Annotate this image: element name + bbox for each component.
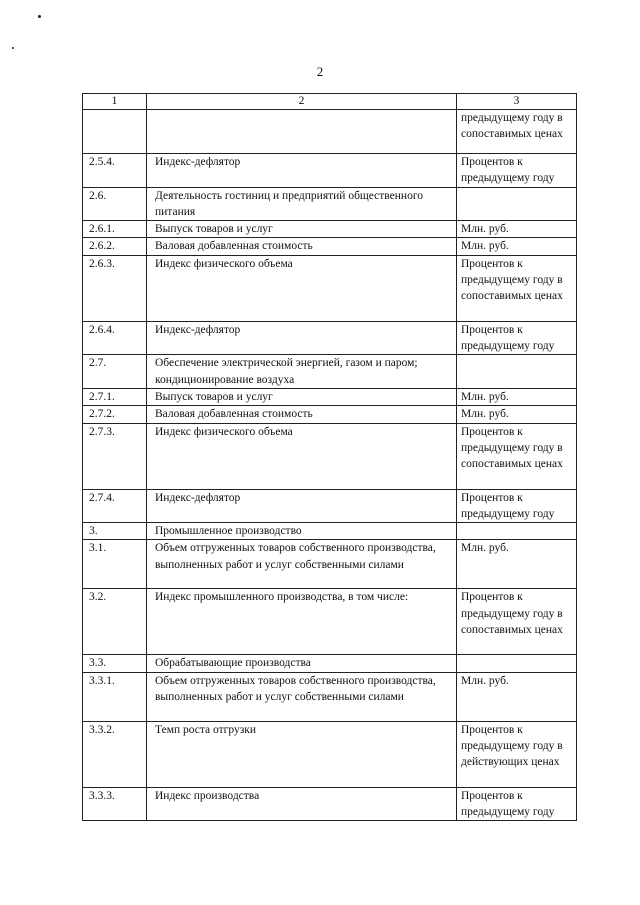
unit-cell: Процентов к предыдущему году — [457, 787, 577, 821]
table-row — [83, 423, 577, 489]
unit-cell: Млн. руб. — [457, 238, 577, 255]
indicator-name-cell: Валовая добавленная стоимость — [147, 238, 457, 255]
table-row — [83, 406, 577, 423]
row-number-cell: 2.6.1. — [83, 221, 147, 238]
table-row — [83, 187, 577, 221]
indicator-name-cell: Деятельность гостиниц и предприятий общественного питания — [147, 187, 457, 221]
row-number-cell: 2.7.2. — [83, 406, 147, 423]
row-number-cell: 2.6.4. — [83, 321, 147, 355]
scan-speck — [38, 15, 41, 18]
header-row — [83, 94, 577, 110]
unit-cell — [457, 523, 577, 540]
indicator-name-cell: Темп роста отгрузки — [147, 721, 457, 787]
table-row — [83, 787, 577, 821]
indicator-name-cell: Обрабатывающие производства — [147, 655, 457, 672]
row-number-cell: 2.7. — [83, 355, 147, 389]
table-row — [83, 655, 577, 672]
indicator-name-cell: Промышленное производство — [147, 523, 457, 540]
indicator-name-cell: Объем отгруженных товаров собственного производства, выполненных работ и услуг собственными силами — [147, 672, 457, 721]
table-row — [83, 255, 577, 321]
table-row — [83, 589, 577, 655]
row-number-cell: 2.6. — [83, 187, 147, 221]
unit-cell: Процентов к предыдущему году — [457, 321, 577, 355]
indicator-name-cell: Обеспечение электрической энергией, газом и паром; кондиционирование воздуха — [147, 355, 457, 389]
indicator-name-cell: Индекс физического объема — [147, 255, 457, 321]
row-number-cell: 3.1. — [83, 540, 147, 589]
table-row — [83, 523, 577, 540]
row-number-cell: 2.5.4. — [83, 154, 147, 188]
table-row — [83, 721, 577, 787]
page-number: 2 — [316, 64, 324, 79]
table-row — [83, 238, 577, 255]
unit-cell — [457, 655, 577, 672]
row-number-cell: 3. — [83, 523, 147, 540]
unit-cell: Процентов к предыдущему году — [457, 489, 577, 523]
unit-cell: предыдущему году в сопоставимых ценах — [457, 110, 577, 154]
table-row — [83, 672, 577, 721]
unit-cell — [457, 187, 577, 221]
indicator-name-cell — [147, 110, 457, 154]
column-header: 3 — [457, 94, 577, 110]
row-number-cell: 2.7.4. — [83, 489, 147, 523]
indicator-name-cell: Выпуск товаров и услуг — [147, 221, 457, 238]
indicator-name-cell: Индекс физического объема — [147, 423, 457, 489]
row-number-cell: 3.3. — [83, 655, 147, 672]
table-row — [83, 154, 577, 188]
row-number-cell: 3.3.2. — [83, 721, 147, 787]
indicator-name-cell: Индекс производства — [147, 787, 457, 821]
unit-cell — [457, 355, 577, 389]
row-number-cell: 2.6.3. — [83, 255, 147, 321]
row-number-cell: 2.6.2. — [83, 238, 147, 255]
table-row — [83, 388, 577, 405]
table-row — [83, 321, 577, 355]
indicator-name-cell: Индекс промышленного производства, в том числе: — [147, 589, 457, 655]
table-row — [83, 540, 577, 589]
row-number-cell: 2.7.1. — [83, 388, 147, 405]
unit-cell: Процентов к предыдущему году в сопоставимых ценах — [457, 589, 577, 655]
unit-cell: Млн. руб. — [457, 540, 577, 589]
unit-cell: Млн. руб. — [457, 406, 577, 423]
row-number-cell: 3.3.1. — [83, 672, 147, 721]
indicator-name-cell: Индекс-дефлятор — [147, 321, 457, 355]
unit-cell: Процентов к предыдущему году — [457, 154, 577, 188]
table-row — [83, 489, 577, 523]
indicator-name-cell: Объем отгруженных товаров собственного производства, выполненных работ и услуг собственными силами — [147, 540, 457, 589]
unit-cell: Млн. руб. — [457, 221, 577, 238]
indicator-name-cell: Индекс-дефлятор — [147, 154, 457, 188]
table-row — [83, 355, 577, 389]
unit-cell: Процентов к предыдущему году в сопоставимых ценах — [457, 423, 577, 489]
row-number-cell — [83, 110, 147, 154]
indicators-table — [82, 93, 577, 821]
unit-cell: Процентов к предыдущему году в сопоставимых ценах — [457, 255, 577, 321]
column-header: 1 — [83, 94, 147, 110]
indicator-name-cell: Выпуск товаров и услуг — [147, 388, 457, 405]
row-number-cell: 3.3.3. — [83, 787, 147, 821]
scan-speck — [12, 47, 14, 49]
indicator-name-cell: Индекс-дефлятор — [147, 489, 457, 523]
row-number-cell: 3.2. — [83, 589, 147, 655]
unit-cell: Млн. руб. — [457, 388, 577, 405]
row-number-cell: 2.7.3. — [83, 423, 147, 489]
table-row — [83, 110, 577, 154]
column-header: 2 — [147, 94, 457, 110]
table-row — [83, 221, 577, 238]
unit-cell: Процентов к предыдущему году в действующих ценах — [457, 721, 577, 787]
unit-cell: Млн. руб. — [457, 672, 577, 721]
indicator-name-cell: Валовая добавленная стоимость — [147, 406, 457, 423]
table-body — [83, 94, 577, 821]
